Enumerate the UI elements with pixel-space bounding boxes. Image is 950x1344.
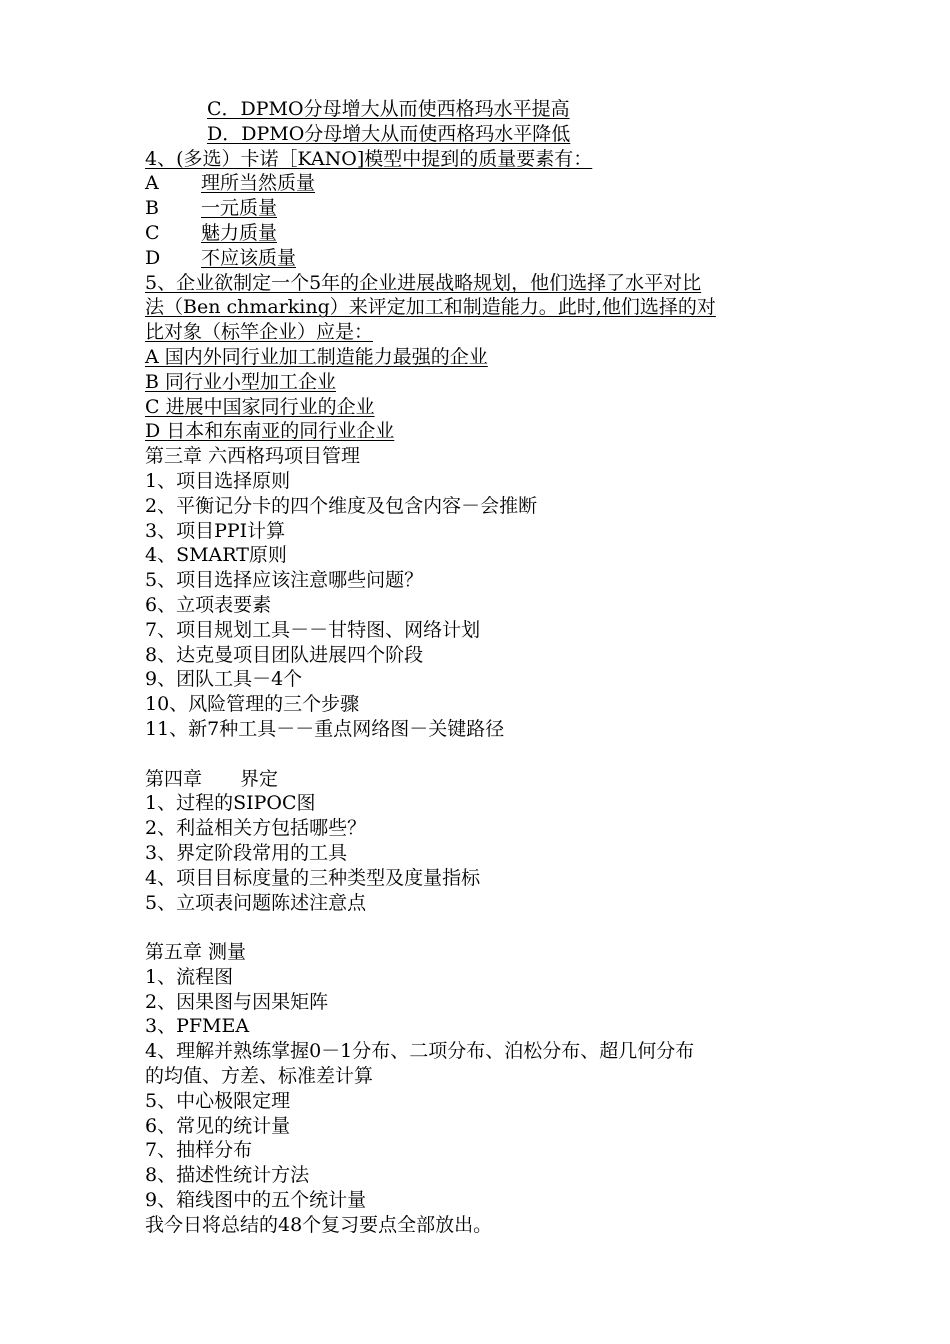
list-item: 8、描述性统计方法	[145, 1164, 310, 1187]
list-item: 4、项目目标度量的三种类型及度量指标	[145, 866, 481, 889]
option-letter: C	[145, 221, 160, 244]
question-5-line-3: 比对象（标竿企业）应是：	[145, 321, 374, 344]
list-item: 4、SMART原则	[145, 544, 287, 567]
list-item: 3、项目PPI计算	[145, 519, 286, 542]
list-item: 3、PFMEA	[145, 1015, 250, 1038]
option-text: 不应该质量	[201, 246, 297, 269]
list-item: 8、达克曼项目团队进展四个阶段	[145, 643, 424, 666]
list-item: 9、团队工具－4个	[145, 668, 303, 691]
list-item: 1、流程图	[145, 965, 234, 988]
list-item: 3、界定阶段常用的工具	[145, 841, 348, 864]
list-item: 11、新7种工具－－重点网络图－关键路径	[145, 717, 505, 740]
list-item: 5、立项表问题陈述注意点	[145, 891, 367, 914]
option-letter: D	[145, 246, 161, 269]
list-item: 2、平衡记分卡的四个维度及包含内容－会推断	[145, 494, 538, 517]
list-item: 7、抽样分布	[145, 1139, 253, 1162]
option-c-dpmo: C．DPMO分母增大从而使西格玛水平提高	[207, 98, 570, 120]
chapter-4-title: 第四章 界定	[145, 767, 279, 790]
kano-option-b	[145, 196, 825, 221]
blank-line	[145, 915, 825, 940]
q5-option-b: B 同行业小型加工企业	[145, 370, 337, 393]
blank-line	[145, 742, 825, 767]
option-text: 一元质量	[201, 197, 278, 220]
document-page	[145, 97, 825, 1238]
list-item: 2、因果图与因果矩阵	[145, 990, 329, 1013]
question-5-line-2: 法（Ben chmarking）来评定加工和制造能力。此时,他们选择的对	[145, 296, 716, 319]
list-item: 5、中心极限定理	[145, 1089, 291, 1112]
list-item: 7、项目规划工具－－甘特图、网络计划	[145, 618, 481, 641]
list-item: 2、利益相关方包括哪些？	[145, 817, 367, 840]
list-item: 6、立项表要素	[145, 593, 272, 616]
list-item-4-line-2: 的均值、方差、标准差计算	[145, 1065, 374, 1088]
option-d-dpmo: D．DPMO分母增大从而使西格玛水平降低	[207, 122, 571, 145]
q5-option-c: C 进展中国家同行业的企业	[145, 395, 375, 418]
chapter-5-title: 第五章 测量	[145, 941, 247, 964]
list-item-4-line-1: 4、理解并熟练掌握0－1分布、二项分布、泊松分布、超几何分布	[145, 1040, 695, 1063]
chapter-3-title: 第三章 六西格玛项目管理	[145, 445, 361, 468]
kano-option-d	[145, 246, 825, 271]
option-letter: B	[145, 197, 159, 220]
closing-note: 我今日将总结的48个复习要点全部放出。	[145, 1213, 493, 1236]
q5-option-d: D 日本和东南亚的同行业企业	[145, 420, 395, 443]
list-item: 1、项目选择原则	[145, 469, 291, 492]
list-item: 5、项目选择应该注意哪些问题？	[145, 569, 424, 592]
list-item: 6、常见的统计量	[145, 1114, 291, 1137]
kano-option-a	[145, 171, 825, 196]
option-letter: A	[145, 172, 159, 195]
question-5-line-1: 5、企业欲制定一个5年的企业进展战略规划，他们选择了水平对比	[145, 271, 702, 294]
option-text: 魅力质量	[201, 221, 278, 244]
option-text: 理所当然质量	[201, 172, 316, 195]
question-4-kano: 4、(多选）卡诺［KANO]模型中提到的质量要素有：	[145, 147, 593, 170]
q5-option-a: A 国内外同行业加工制造能力最强的企业	[145, 345, 488, 368]
list-item: 9、箱线图中的五个统计量	[145, 1189, 367, 1212]
list-item: 1、过程的SIPOC图	[145, 792, 316, 815]
kano-option-c	[145, 221, 825, 246]
list-item: 10、风险管理的三个步骤	[145, 693, 360, 716]
